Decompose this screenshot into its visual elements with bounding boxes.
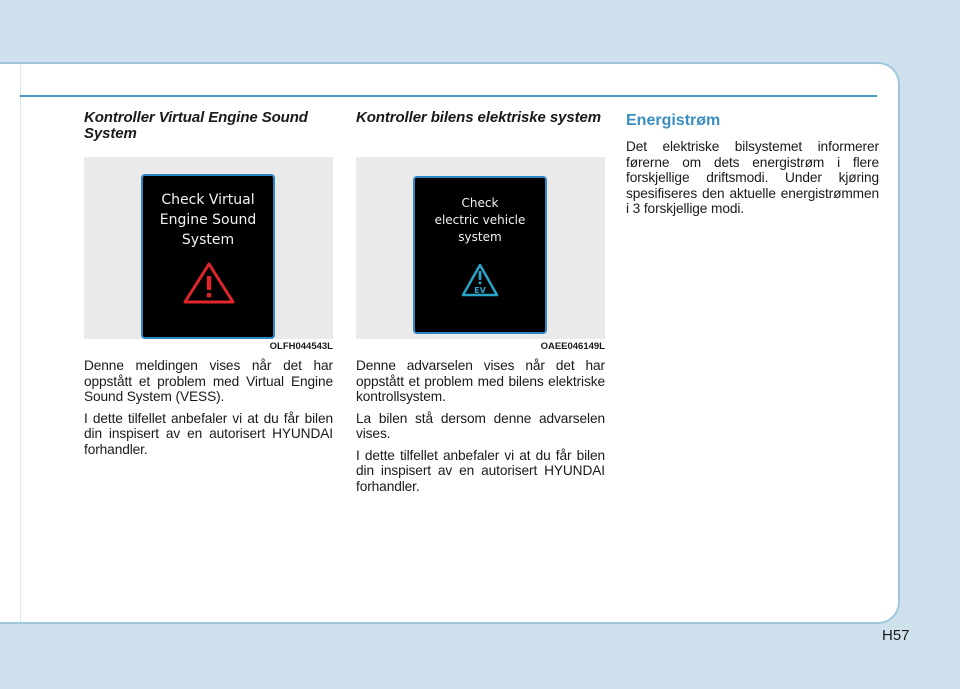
cluster-display [141,174,275,339]
ev-warning-triangle-icon [460,262,500,298]
section-ev-system [356,110,605,126]
paragraph: Det elektriske bilsystemet informerer førerne om dets energistrøm i flere forskjellige driftsmodi. Under kjøring spesifiseres den aktuelle energistrømmen i 3 forskjellige modi. [626,139,879,216]
paragraph: I dette tilfellet anbefaler vi at du får bilen din inspisert av en autorisert HYUNDAI forhandler. [84,410,333,457]
ev-label: EV [474,286,486,295]
paragraph: La bilen stå dersom denne advarselen vises. [356,410,605,441]
section-heading: Kontroller bilens elektriske system [356,109,601,126]
section-heading: Energistrøm [626,112,721,129]
section-heading: Kontroller Virtual Engine Sound System [84,109,308,142]
figure-code: OAEE046149L [540,341,605,352]
page-left-rule [20,64,21,622]
cluster-display [413,176,547,334]
section-energy-flow [626,110,879,223]
warning-triangle-icon [181,260,237,306]
page-top-rule [20,95,877,97]
figure-code: OLFH044543L [269,341,333,352]
section-body [356,358,605,500]
display-message: Check electric vehicle system [434,196,526,244]
figure-ev-system [356,157,605,339]
section-vess [84,110,333,142]
display-message: Check Virtual Engine Sound System [159,192,257,248]
paragraph: Denne advarselen vises når det har oppstått et problem med bilens elektriske kontrollsystem. [356,358,605,404]
paragraph: I dette tilfellet anbefaler vi at du får bilen din inspisert av en autorisert HYUNDAI forhandler. [356,447,605,494]
page-number: H57 [882,627,910,644]
section-body [84,358,333,463]
figure-vess [84,157,333,339]
paragraph: Denne meldingen vises når det har oppstått et problem med Virtual Engine Sound System (VESS). [84,358,333,404]
